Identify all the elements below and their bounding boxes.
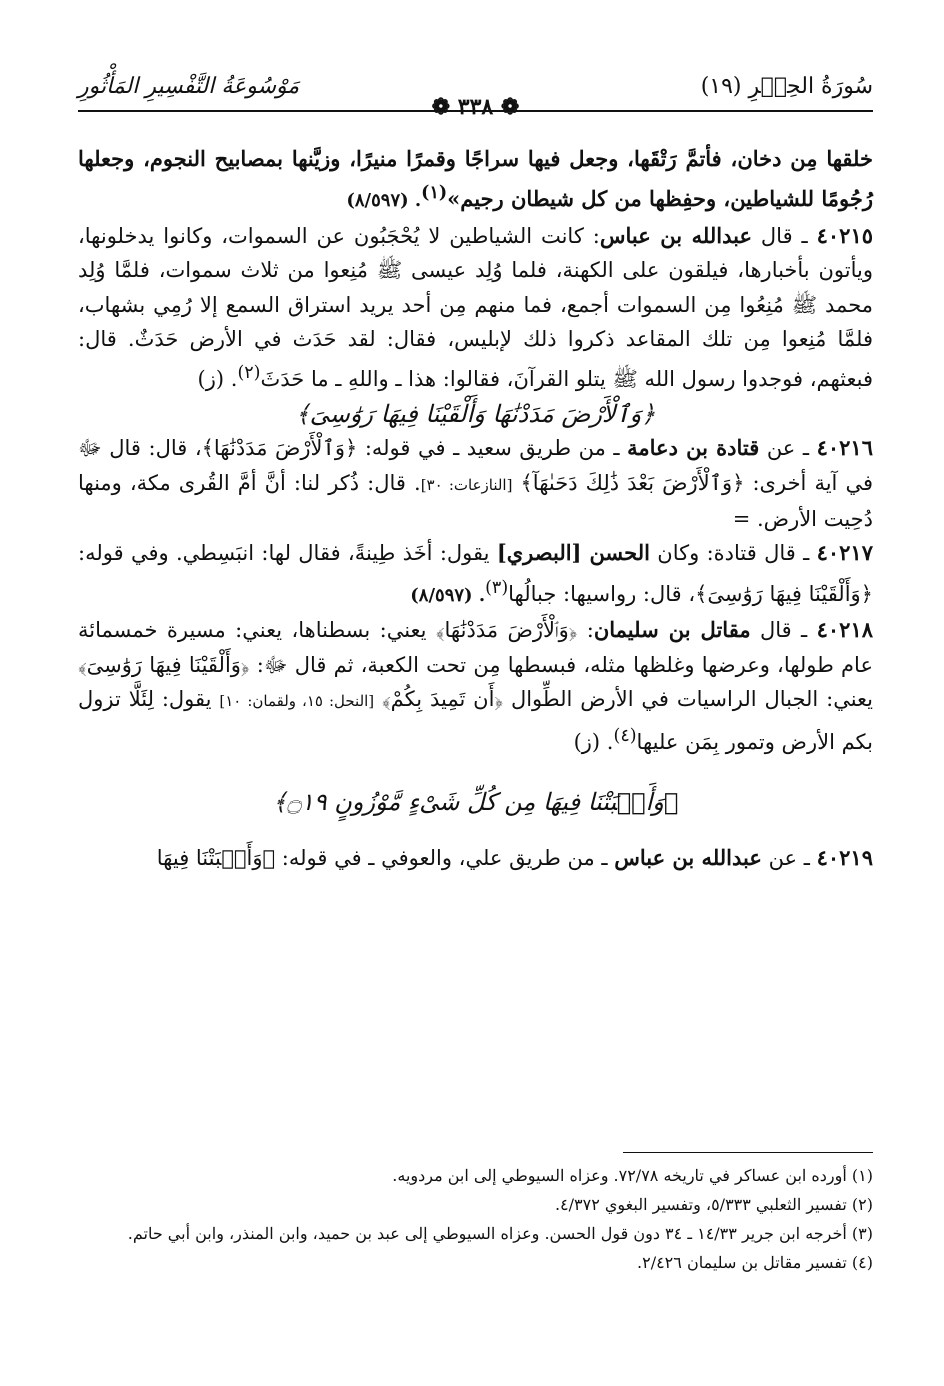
hadith-40216 — [78, 431, 873, 536]
hadith-number: ٤٠٢١٩ — [816, 845, 873, 871]
intro-paragraph — [78, 142, 873, 219]
hadith-text: : كانت الشياطين لا يُحْجَبُون عن السموات، وكانوا يدخلونها، ويأتون بأخبارها، فيلقون على الكهنة، فلما وُلِد عيسى ﷺ مُنِعوا من ثلاث سموات، فلمَّا وُلِد محمد ﷺ مُنِعُوا مِن السموات أجمع، فما منهم مِن أحد يريد استراق السمع إلا رُمِي بشهاب، فلمَّا مُنِعوا مِن تلك المقاعد ذكروا ذلك لإبليس، فقال: لقد حَدَث في الأرض حَدَثٌ. قال: فبعثهم، فوجدوا رسول الله ﷺ يتلو القرآنَ، فقالوا: هذا ـ واللهِ ـ ما حَدَثَ — [78, 223, 873, 392]
hadith-40218 — [78, 613, 873, 759]
narrator-name: قتادة بن دعامة — [627, 435, 760, 461]
narrator-name: عبدالله بن عباس — [614, 845, 762, 871]
hadith-text: : ﴿وَٱلْأَرْضَ مَدَدْنَٰهَا﴾ يعني: بسطناها، يعني: مسيرة خمسمائة عام طولها، وعرضها وغلظها مثله، فبسطها مِن تحت الكعبة، ثم قال ﷻ: ﴿وَأَلْقَيْنَا فِيهَا رَوَٰسِىَ﴾ يعني: الجبال الراسيات في الأرض الطِّوال ﴿أَن تَمِيدَ بِكُمْ﴾ — [78, 618, 874, 712]
hadith-lead: ـ عن — [759, 436, 817, 461]
volume-reference: . (٨/٥٩٧) — [346, 190, 422, 212]
hadith-text: ـ من طريق سعيد ـ في قوله: ﴿وَٱلْأَرْضَ مَدَدْنَٰهَا﴾، قال: قال ﷻ في آية أخرى: ﴿وَٱلْأَرْضَ بَعْدَ ذَٰلِكَ دَحَىٰهَآ﴾ — [78, 436, 873, 495]
hadith-text-continued: يقول: لِئَلَّا تزول بكم الأرض وتمور بِمَن عليها — [78, 687, 873, 754]
hadith-lead: ـ عن — [761, 846, 817, 871]
footnote: (١) أورده ابن عساكر في تاريخه ٧٢/٧٨. وعزاه السيوطي إلى ابن مردويه. — [392, 1166, 873, 1185]
footnotes — [78, 1152, 873, 1277]
verse-heading: ﴿وَأَنۢبَتْنَا فِيهَا مِن كُلِّ شَىْءٍ مَّوْزُونٍ ۝١٩﴾ — [272, 787, 679, 816]
narrator-name: عبدالله بن عباس — [599, 222, 752, 248]
volume-reference: . (٨/٥٩٧) — [410, 584, 486, 606]
hadith-text: ـ من طريق علي، والعوفي ـ في قوله: ﴿وَأَنۢبَتْنَا فِيهَا — [156, 846, 615, 871]
book-title: مَوْسُوعَةُ التَّفْسِيرِ المَأْثُورِ — [78, 74, 300, 99]
hadith-number: ٤٠٢١٥ — [816, 222, 874, 248]
page-header — [78, 68, 873, 120]
hadith-lead: ـ قال قتادة: وكان — [649, 541, 817, 566]
hadith-text-continued: . قال: ذُكر لنا: أنَّ أمَّ القُرى مكة، ومنها دُحِيت الأرض. = — [78, 470, 873, 532]
surah-citation: [النحل: ١٥، ولقمان: ١٠] — [219, 692, 375, 711]
surah-citation: [النازعات: ٣٠] — [420, 475, 513, 494]
hadith-lead: ـ قال — [750, 618, 817, 643]
narrator-name: مقاتل بن سليمان — [593, 617, 751, 643]
footnote: (٢) تفسير الثعلبي ٥/٣٣٣، وتفسير البغوي ٤/٣٧٢. — [554, 1195, 873, 1214]
hadith-text: يقول: أخَذ طِينةً، فقال لها: انبَسِطي. وفي قوله: ﴿وَأَلْقَيْنَا فِيهَا رَوَٰسِىَ﴾، قال: رواسيها: جبالُها — [78, 541, 873, 606]
reference-marker: . (ز) — [573, 729, 614, 754]
hadith-40215 — [78, 219, 873, 397]
footnote-marker: (٢) — [237, 363, 261, 384]
page-body — [78, 142, 873, 876]
narrator-name: الحسن [البصري] — [496, 540, 650, 566]
page-number: ❁ ٣٣٨ ❁ — [422, 94, 530, 120]
hadith-lead: ـ قال — [752, 223, 817, 248]
footnote: (٤) تفسير مقاتل بن سليمان ٢/٤٢٦. — [637, 1253, 873, 1272]
header-divider — [78, 110, 873, 112]
hadith-40219 — [78, 841, 873, 875]
hadith-number: ٤٠٢١٨ — [816, 617, 874, 643]
hadith-40217 — [78, 536, 873, 613]
reference-marker: . (ز) — [197, 367, 238, 392]
surah-title: سُورَةُ الحِجۡرِ (١٩) — [700, 74, 873, 99]
footnote-marker: (١) — [421, 183, 448, 204]
footnote-divider — [623, 1152, 873, 1153]
footnote: (٣) أخرجه ابن جرير ١٤/٣٣ ـ ٣٤ دون قول الحسن. وعزاه السيوطي إلى عبد بن حميد، وابن المنذر، وابن أبي حاتم. — [127, 1224, 873, 1243]
footnote-marker: (٤) — [613, 725, 637, 746]
intro-text: خلقها مِن دخان، فأتمَّ رَتْقَها، وجعل فيها سراجًا وقمرًا منيرًا، وزيَّنها بمصابيح النجوم، وجعلها رُجُومًا للشياطين، وحفِظها من كل شيطان رجيم» — [78, 146, 873, 212]
hadith-number: ٤٠٢١٦ — [816, 435, 873, 461]
footnote-marker: (٣) — [485, 577, 509, 598]
hadith-number: ٤٠٢١٧ — [816, 540, 873, 566]
verse-heading: ﴿وَٱلْأَرْضَ مَدَدْنَٰهَا وَأَلْقَيْنَا فِيهَا رَوَٰسِىَ﴾ — [295, 399, 656, 428]
